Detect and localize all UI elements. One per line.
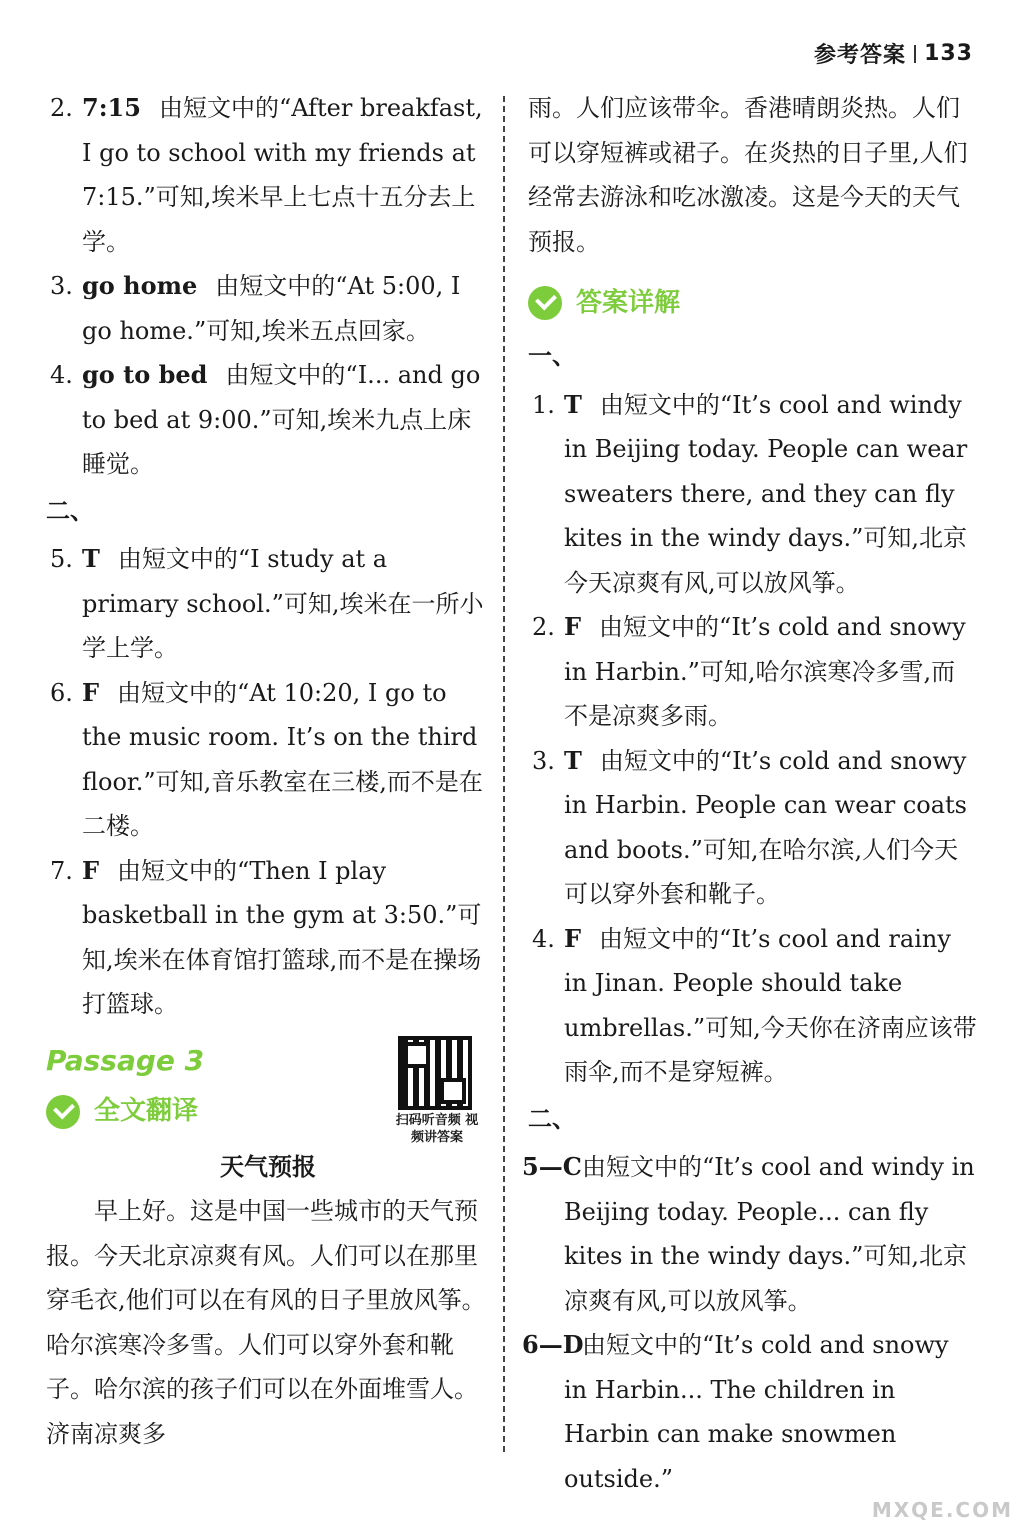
item-number: 2. — [50, 94, 73, 122]
translation-title: 天气预报 — [220, 1151, 316, 1181]
translation-tag-label: 全文翻译 — [94, 1096, 199, 1127]
check-icon — [528, 286, 562, 320]
answers-group-a — [46, 86, 490, 487]
answers-group-a — [528, 383, 978, 1095]
answer-item — [522, 1323, 978, 1501]
item-explanation: 由短文中的“It’s cold and snowy in Harbin. People can wear coats and boots.”可知,在哈尔滨,人们今天可以穿外套和靴子。 — [564, 746, 967, 908]
answers-group-b — [46, 537, 490, 1027]
item-explanation: 由短文中的“At 10:20, I go to the music room. It’s on the third floor.”可知,音乐教室在三楼,而不是在二楼。 — [82, 678, 483, 840]
item-number: 5—C — [522, 1152, 582, 1181]
item-answer: F — [82, 677, 100, 707]
passage-heading: Passage 3 — [46, 1043, 205, 1077]
item-explanation: 由短文中的“After breakfast, I go to school with my friends at 7:15.”可知,埃米早上七点十五分去上学。 — [82, 94, 483, 256]
section-heading: 一、 — [528, 341, 576, 370]
watermark: MXQE.COM — [871, 1498, 1013, 1522]
item-explanation: 由短文中的“It’s cool and windy in Beijing today. People... can fly kites in the windy days.”可知,北京凉爽有风,可以放风筝。 — [564, 1153, 975, 1315]
item-answer: T — [564, 389, 582, 419]
item-explanation: 由短文中的“At 5:00, I go home.”可知,埃米五点回家。 — [82, 272, 461, 345]
qr-caption: 扫码听音频 视频讲答案 — [395, 1113, 479, 1145]
item-number: 7. — [50, 856, 73, 885]
item-answer: T — [82, 544, 100, 573]
item-explanation: 由短文中的“I... and go to bed at 9:00.”可知,埃米九点上床睡觉。 — [82, 361, 481, 478]
item-number: 5. — [50, 545, 73, 573]
item-number: 1. — [532, 390, 555, 419]
item-explanation: 由短文中的“It’s cold and snowy in Harbin... The children in Harbin can make snowmen outside.” — [564, 1331, 949, 1493]
item-answer: F — [564, 612, 582, 641]
item-explanation: 由短文中的“It’s cold and snowy in Harbin.”可知,哈尔滨寒冷多雪,而不是凉爽多雨。 — [564, 613, 966, 730]
item-answer: F — [564, 923, 582, 953]
answer-item — [528, 605, 978, 739]
answer-item — [522, 1145, 978, 1323]
answer-item — [46, 264, 490, 353]
header-separator — [914, 45, 916, 63]
check-icon — [46, 1095, 80, 1129]
item-number: 3. — [50, 272, 73, 300]
answer-item — [46, 671, 490, 849]
answer-item — [528, 383, 978, 606]
answers-group-b — [522, 1145, 978, 1501]
column-divider — [503, 96, 505, 1452]
item-explanation: 由短文中的“It’s cool and rainy in Jinan. People should take umbrellas.”可知,今天你在济南应该带雨伞,而不是穿短裤。 — [564, 924, 977, 1086]
item-number: 4. — [532, 924, 555, 953]
item-number: 4. — [50, 361, 73, 389]
item-answer: go home — [82, 271, 198, 300]
item-number: 3. — [532, 746, 555, 775]
item-number: 6—D — [522, 1330, 584, 1359]
page-number: 133 — [924, 41, 973, 66]
answer-item — [46, 353, 490, 487]
item-answer: 7:15 — [82, 93, 141, 122]
answer-item — [46, 86, 490, 264]
left-column — [46, 86, 490, 1456]
item-number: 2. — [532, 613, 555, 641]
item-answer: T — [564, 745, 582, 775]
item-answer: F — [82, 855, 100, 885]
item-number: 6. — [50, 678, 73, 707]
header-label: 参考答案 — [814, 43, 907, 68]
explain-tag — [528, 278, 978, 328]
section-heading: 二、 — [528, 1103, 576, 1133]
item-explanation: 由短文中的“I study at a primary school.”可知,埃米在一所小学上学。 — [82, 545, 484, 662]
page-header — [814, 38, 973, 69]
qr-code-block — [392, 1036, 482, 1146]
answer-item — [528, 917, 978, 1095]
answer-item — [528, 739, 978, 917]
item-answer: go to bed — [82, 360, 208, 389]
section-heading: 二、 — [46, 495, 94, 525]
item-explanation: 由短文中的“It’s cool and windy in Beijing today. People can wear sweaters there, and they can fly kites in the windy days.”可知,北京今天凉爽有风,可以放风筝。 — [564, 390, 968, 597]
answer-item — [46, 537, 490, 671]
explain-tag-label: 答案详解 — [576, 287, 681, 318]
translation-paragraph: 早上好。这是中国一些城市的天气预报。今天北京凉爽有风。人们可以在那里穿毛衣,他们可以在有风的日子里放风筝。哈尔滨寒冷多雪。人们可以穿外套和靴子。哈尔滨的孩子们可以在外面堆雪人。济南凉爽多 — [46, 1197, 486, 1448]
right-column — [522, 86, 978, 1501]
translation-continued: 雨。人们应该带伞。香港晴朗炎热。人们可以穿短裤或裙子。在炎热的日子里,人们经常去游泳和吃冰激凌。这是今天的天气预报。 — [528, 94, 968, 256]
item-explanation: 由短文中的“Then I play basketball in the gym at 3:50.”可知,埃米在体育馆打篮球,而不是在操场打篮球。 — [82, 856, 482, 1018]
qr-code-icon[interactable] — [398, 1036, 472, 1110]
answer-item — [46, 849, 490, 1027]
